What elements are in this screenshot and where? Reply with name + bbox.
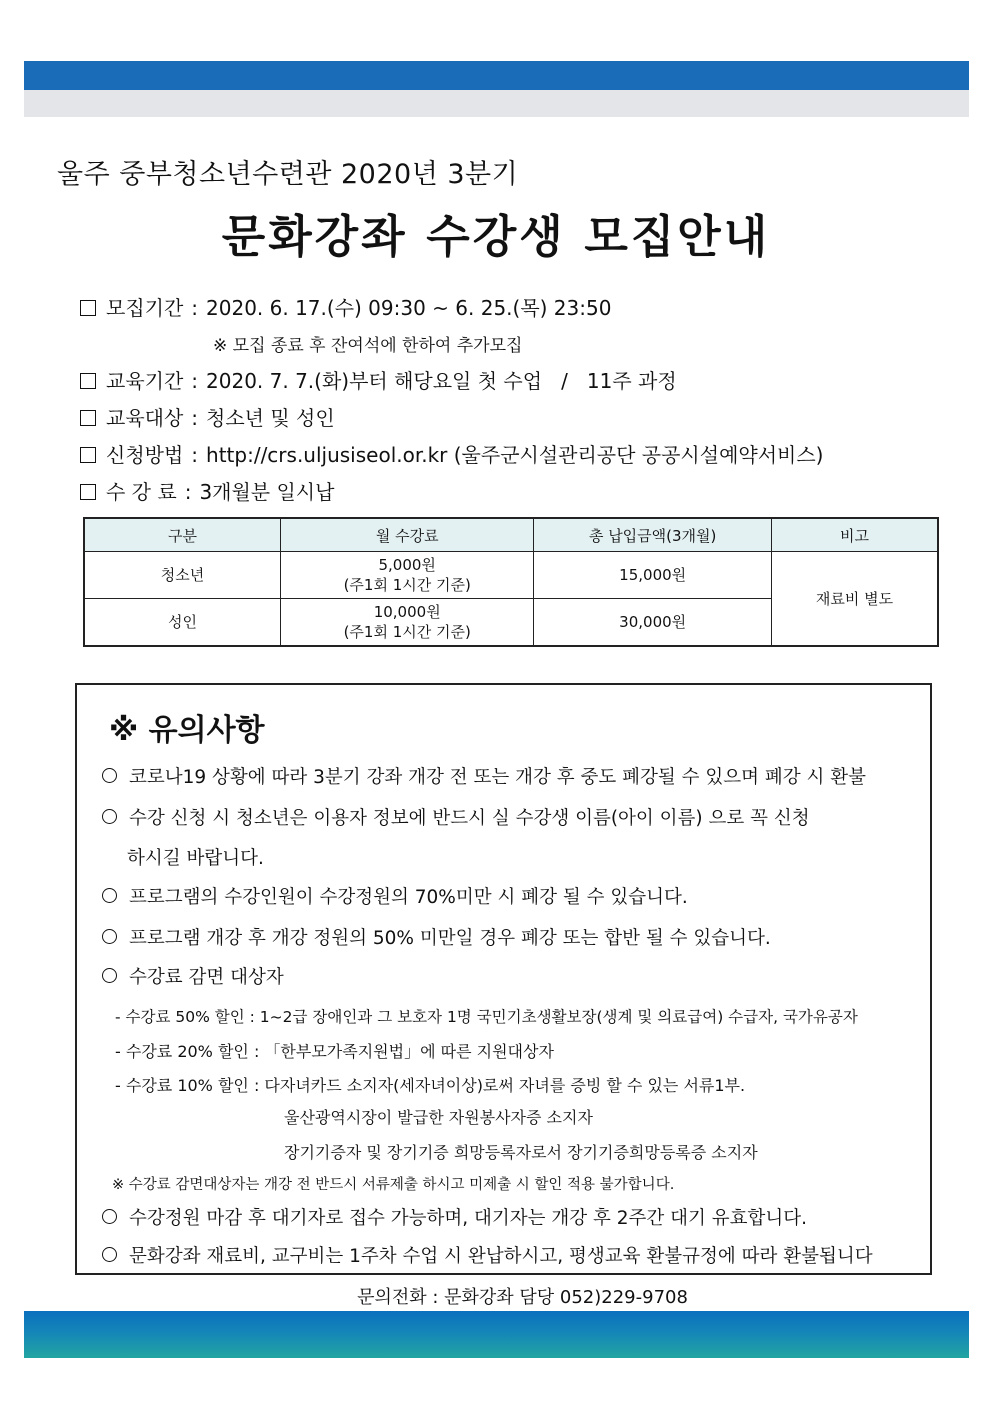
checkbox-square-icon [80,447,96,463]
fee-category: 청소년 [84,552,280,599]
info-label: 모집기간 [106,296,184,320]
notice-item-text: 프로그램 개강 후 개강 정원의 50% 미만일 경우 폐강 또는 합반 될 수 있습니다. [129,928,771,949]
notice-item [102,963,284,989]
discount-note: ※ 수강료 감면대상자는 개강 전 반드시 서류제출 하시고 미제출 시 할인 적용 불가합니다. [112,1177,675,1193]
notice-item-text: 문화강좌 재료비, 교구비는 1주차 수업 시 완납하시고, 평생교육 환불규정에 따라 환불됩니다 [129,1246,873,1267]
circle-bullet-icon [102,888,117,903]
recruit-note: ※ 모집 종료 후 잔여석에 한하여 추가모집 [213,336,523,356]
header-band-blue [24,61,969,90]
info-value: http://crs.uljusiseol.or.kr (울주군시설관리공단 공공시설예약서비스) [206,443,824,467]
fee-table-header-row [84,518,938,552]
info-value: 2020. 6. 17.(수) 09:30 ~ 6. 25.(목) 23:50 [206,296,612,320]
notice-item [102,804,810,830]
fee-monthly-value: 10,000원 [373,603,441,621]
notice-box [75,683,932,1275]
contact-phone: 문의전화 : 문화강좌 담당 052)229-9708 [357,1287,688,1308]
notice-item [102,763,866,789]
fee-table-header: 비고 [771,518,938,552]
notice-title: ※ 유의사항 [109,713,265,748]
info-recruit-period: 모집기간 : 2020. 6. 17.(수) 09:30 ~ 6. 25.(목) 23:50 [80,292,611,321]
document-title: 문화강좌 수강생 모집안내 [221,210,771,263]
info-value: 2020. 7. 7.(화)부터 해당요일 첫 수업 / 11주 과정 [206,369,677,393]
info-education-period: 교육기간 : 2020. 7. 7.(화)부터 해당요일 첫 수업 / 11주 과정 [80,365,677,394]
discount-line: - 수강료 20% 할인 : 「한부모가족지원법」에 따른 지원대상자 [115,1042,554,1061]
circle-bullet-icon [102,768,117,783]
discount-line: 울산광역시장이 발급한 자원봉사자증 소지자 [284,1108,593,1127]
fee-table-header: 월 수강료 [280,518,533,552]
fee-remark: 재료비 별도 [771,552,938,647]
notice-item [102,883,688,909]
fee-total: 30,000원 [534,599,771,647]
fee-monthly-note: (주1회 1시간 기준) [343,623,471,641]
circle-bullet-icon [102,929,117,944]
circle-bullet-icon [102,1247,117,1262]
header-band-grey [24,90,969,117]
discount-line: 장기기증자 및 장기기증 희망등록자로서 장기기증희망등록증 소지자 [284,1143,758,1162]
notice-item-text: 코로나19 상황에 따라 3분기 강좌 개강 전 또는 개강 후 중도 폐강될 수 있으며 폐강 시 환불 [129,767,867,788]
fee-table [83,517,939,647]
info-label: 신청방법 [106,443,184,467]
checkbox-square-icon [80,410,96,426]
circle-bullet-icon [102,1209,117,1224]
fee-category: 성인 [84,599,280,647]
checkbox-square-icon [80,484,96,500]
discount-line: - 수강료 10% 할인 : 다자녀카드 소지자(세자녀이상)로써 자녀를 증빙 할 수 있는 서류1부. [115,1076,746,1095]
notice-item-continuation: 하시길 바랍니다. [127,848,264,869]
notice-item-text: 수강정원 마감 후 대기자로 접수 가능하며, 대기자는 개강 후 2주간 대기 유효합니다. [129,1208,807,1229]
fee-monthly-note: (주1회 1시간 기준) [343,576,471,594]
fee-total: 15,000원 [534,552,771,599]
info-apply-method: 신청방법 : http://crs.uljusiseol.or.kr (울주군시설관리공단 공공시설예약서비스) [80,439,823,468]
checkbox-square-icon [80,300,96,316]
discount-line: - 수강료 50% 할인 : 1~2급 장애인과 그 보호자 1명 국민기초생활보장(생계 및 의료급여) 수급자, 국가유공자 [115,1008,858,1026]
info-value: 3개월분 일시납 [199,480,335,504]
info-label: 교육기간 [106,369,184,393]
info-label: 수 강 료 [106,480,177,504]
info-fee: 수 강 료 : 3개월분 일시납 [80,476,334,505]
fee-table-header: 총 납입금액(3개월) [534,518,771,552]
info-label: 교육대상 [106,406,184,430]
circle-bullet-icon [102,809,117,824]
fee-monthly-value: 5,000원 [378,556,436,574]
notice-item-text: 수강 신청 시 청소년은 이용자 정보에 반드시 실 수강생 이름(아이 이름) 으로 꼭 신청 [129,808,810,829]
fee-monthly [280,552,533,599]
fee-table-header: 구분 [84,518,280,552]
notice-item [102,1204,807,1230]
info-value: 청소년 및 성인 [206,406,335,430]
notice-item [102,924,771,950]
info-target: 교육대상 : 청소년 및 성인 [80,402,335,431]
checkbox-square-icon [80,373,96,389]
circle-bullet-icon [102,968,117,983]
notice-item-text: 프로그램의 수강인원이 수강정원의 70%미만 시 폐강 될 수 있습니다. [129,887,688,908]
notice-item [102,1242,873,1268]
table-row [84,552,938,599]
footer-band [24,1311,969,1358]
fee-monthly [280,599,533,647]
document-subtitle: 울주 중부청소년수련관 2020년 3분기 [57,159,519,190]
notice-item-text: 수강료 감면 대상자 [129,967,284,988]
